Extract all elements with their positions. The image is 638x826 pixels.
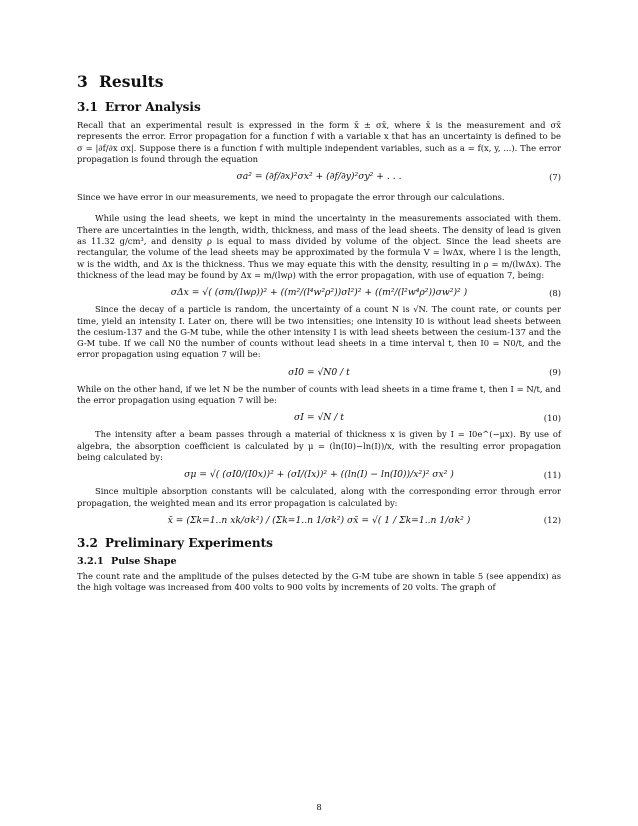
section-number: 3 [77,72,88,91]
equation-9-expression: σI0 = √N0 / t [288,366,350,378]
equation-12 [77,515,561,526]
subsection-heading-preliminary [77,536,561,550]
equation-8 [77,287,561,298]
equation-9 [77,367,561,378]
equation-8-expression: σΔx = √( (σm/(lwρ))² + ((m²/(l⁴w²ρ²))σl²)² + ((m²/(l²w⁴ρ²))σw²)² ) [170,287,468,299]
equation-11-expression: σμ = √( (σI0/(I0x))² + (σI/(Ix))² + ((ln(I) − ln(I0))/x²)² σx² ) [184,469,454,481]
equation-8-tag: (8) [549,287,561,298]
section-title: Results [99,72,164,91]
subsection-title: Error Analysis [105,100,201,114]
equation-10-expression: σI = √N / t [294,412,344,424]
equation-7 [77,171,561,182]
page-number: 8 [316,802,322,812]
page-content [77,72,561,593]
paragraph-propagate-error: Since we have error in our measurements, we need to propagate the error through our calculations. [77,192,505,203]
subsection-number: 3.1 [77,100,98,114]
paragraph-weighted-mean: Since multiple absorption constants will be calculated, along with the corresponding error through error propagation, the weighted mean and its error propagation is calculated by: [77,486,561,508]
equation-10 [77,412,561,423]
subsection-title: Preliminary Experiments [105,535,273,550]
equation-9-tag: (9) [549,367,561,378]
equation-12-expression: x̄ = (Σk=1..n xk/σk²) / (Σk=1..n 1/σk²) σx̄ = √( 1 / Σk=1..n 1/σk² ) [167,514,471,526]
subsubsection-number: 3.2.1 [77,555,104,567]
paragraph-count-uncertainty: Since the decay of a particle is random, the uncertainty of a count N is √N. The count rate, or counts per time, yield an intensity I. Later on, there will be two intensities; one intensity I0 is without lead sheets between the cesium-137 and the G-M tube, while the other intensity I is with lead sheets between the cesium-137 and the G-M tube. If we call N0 the number of counts without lead sheets in a time interval t, then I0 = N0/t, and the error propagation using equation 7 will be: [77,304,561,360]
subsubsection-heading-pulse-shape [77,556,561,567]
equation-7-expression: σa² = (∂f/∂x)²σx² + (∂f/∂y)²σy² + . . . [236,171,402,183]
paragraph-lead-sheets: While using the lead sheets, we kept in mind the uncertainty in the measurements associated with them. There are uncertainties in the length, width, thickness, and mass of the lead sheets. The density of lead is given as 11.32 g/cm³, and density ρ is equal to mass divided by volume of the object. Since the lead sheets are rectangular, the volume of the lead sheets may be approximated by the formula V = lwΔx, where l is the length, w is the width, and Δx is the thickness. Thus we may equate this with the density, resulting in ρ = m/(lwΔx). The thickness of the lead may be found by Δx = m/(lwρ) with the error propagation, with use of equation 7, being: [77,213,561,280]
paragraph-error-definition: Recall that an experimental result is expressed in the form x̄ ± σx̄, where x̄ is the measurement and σx̄ represents the error. Error propagation for a function f with a variable x that has an uncertainty is defined to be σ = |∂f/∂x σx|. Suppose there is a function f with multiple independent variables, such as a = f(x, y, ...). The error propagation is found through the equation [77,120,561,164]
section-heading [77,72,561,91]
equation-10-tag: (10) [543,412,561,423]
paragraph-absorption: The intensity after a beam passes through a material of thickness x is given by I = I0e^(−μx). By use of algebra, the absorption coefficient is calculated by μ = (ln(I0)−ln(I))/x, with the resulting error propagation being calculated by: [77,429,561,462]
equation-7-tag: (7) [549,171,561,182]
paragraph-pulse-shape: The count rate and the amplitude of the pulses detected by the G-M tube are shown in table 5 (see appendix) as the high voltage was increased from 400 volts to 900 volts by increments of 20 volts. The graph of [77,570,561,593]
subsection-heading-error-analysis [77,100,561,114]
subsubsection-title: Pulse Shape [111,555,177,567]
equation-11 [77,469,561,480]
equation-11-tag: (11) [543,469,561,480]
paragraph-lead-counts: While on the other hand, if we let N be the number of counts with lead sheets in a time frame t, then I = N/t, and the error propagation using equation 7 will be: [77,383,561,406]
subsection-number: 3.2 [77,535,98,550]
equation-12-tag: (12) [543,515,561,526]
